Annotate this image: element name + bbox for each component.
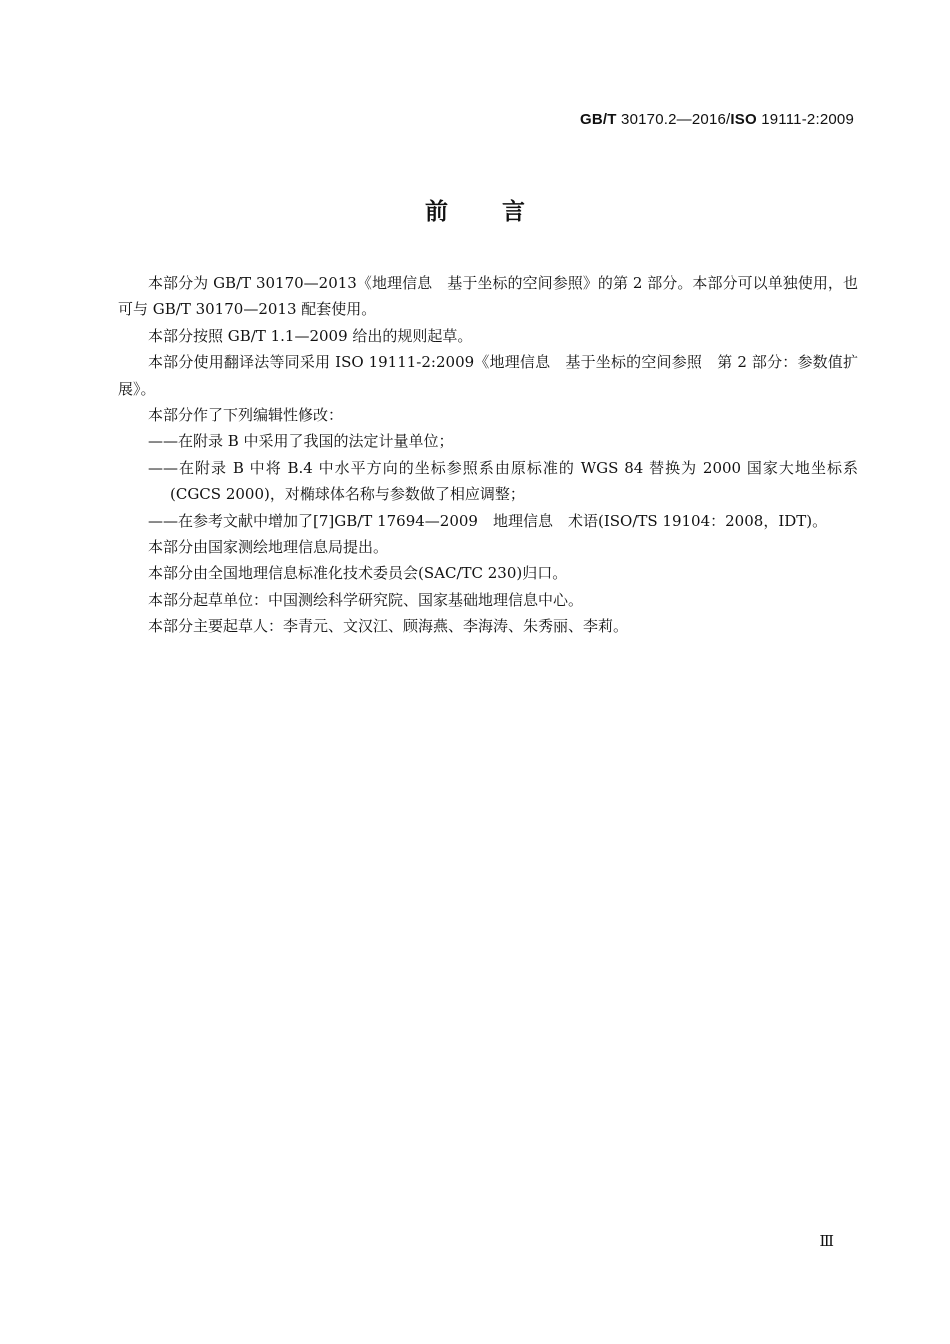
- paragraph-drafters: 本部分主要起草人：李青元、文汉江、顾海燕、李海涛、朱秀丽、李莉。: [148, 617, 629, 636]
- page-number: Ⅲ: [819, 1234, 834, 1250]
- paragraph-adoption: 本部分使用翻译法等同采用 ISO 19111-2:2009《地理信息 基于坐标的空间参照 第 2 部分：参数值扩展》。: [118, 353, 858, 398]
- standard-header: [580, 111, 854, 128]
- list-item-edit-units: ——在附录 B 中采用了我国的法定计量单位；: [148, 432, 454, 451]
- standard-prefix: GB/T: [580, 111, 617, 128]
- list-item-edit-crs: ——在附录 B 中将 B.4 中水平方向的坐标参照系由原标准的 WGS 84 替换为 2000 国家大地坐标系(CGCS 2000)，对椭球体名称与参数做了相应调整；: [148, 458, 858, 504]
- paragraph-edits-intro: 本部分作了下列编辑性修改：: [148, 406, 344, 425]
- foreword-body: [118, 270, 858, 640]
- paragraph-part-scope: 本部分为 GB/T 30170—2013《地理信息 基于坐标的空间参照》的第 2 部分。本部分可以单独使用，也可与 GB/T 30170—2013 配套使用。: [118, 274, 858, 319]
- iso-prefix: ISO: [730, 111, 757, 128]
- paragraph-drafting-rules: 本部分按照 GB/T 1.1—2009 给出的规则起草。: [148, 326, 473, 345]
- paragraph-drafting-units: 本部分起草单位：中国测绘科学研究院、国家基础地理信息中心。: [148, 590, 584, 609]
- standard-number: 30170.2—2016/: [616, 111, 731, 128]
- paragraph-proposed-by: 本部分由国家测绘地理信息局提出。: [148, 538, 389, 557]
- page-title: 前言: [425, 199, 579, 225]
- paragraph-under-jurisdiction: 本部分由全国地理信息标准化技术委员会(SAC/TC 230)归口。: [148, 564, 568, 583]
- iso-number: 19111-2:2009: [756, 111, 854, 128]
- list-item-edit-references: ——在参考文献中增加了[7]GB/T 17694—2009 地理信息 术语(ISO/TS 19104：2008，IDT)。: [148, 511, 828, 530]
